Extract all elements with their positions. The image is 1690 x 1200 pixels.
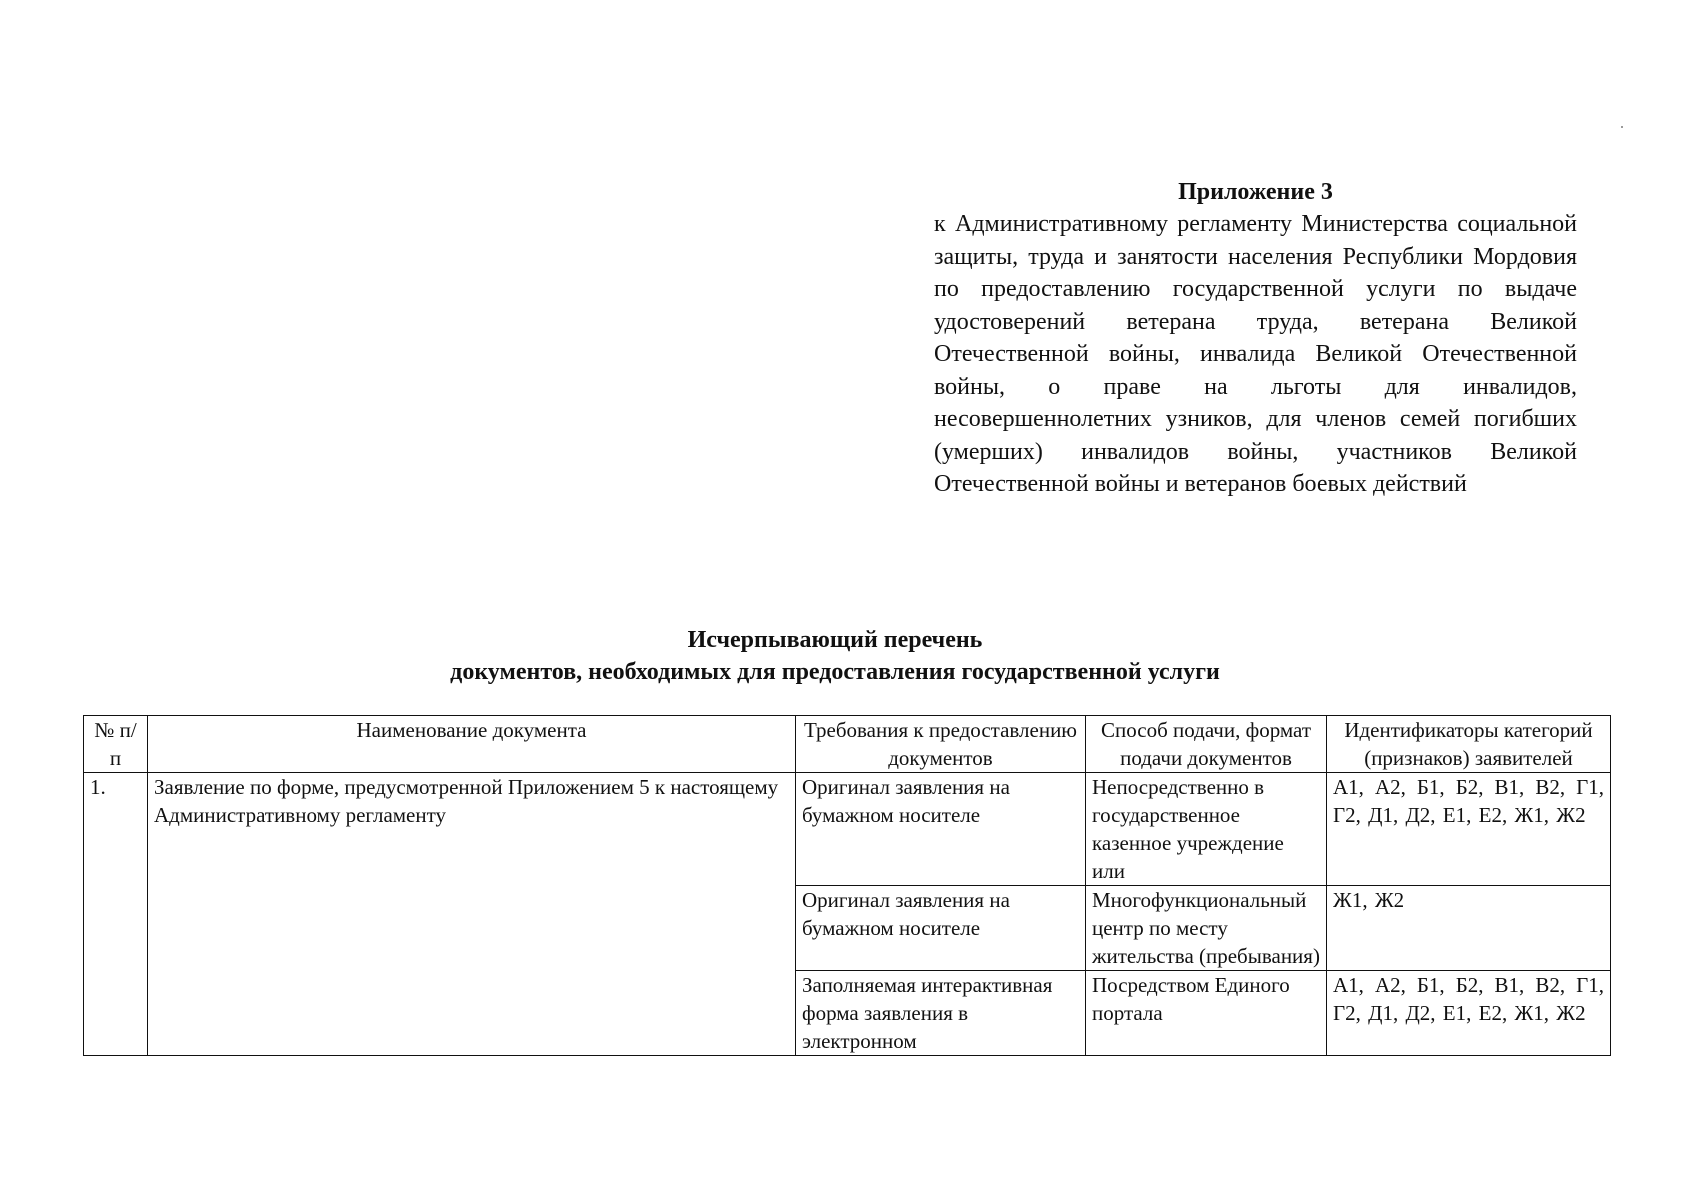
scan-artifact: [1621, 126, 1623, 128]
appendix-title: Приложение 3: [1178, 179, 1333, 205]
identifiers-cell: А1, А2, Б1, Б2, В1, В2, Г1, Г2, Д1, Д2, Е1, Е2, Ж1, Ж2: [1327, 971, 1611, 1056]
row-number: 1.: [84, 773, 148, 1056]
requirements-cell: Оригинал заявления на бумажном носителе: [796, 773, 1086, 886]
document-heading-line2: документов, необходимых для предоставления государственной услуги: [450, 659, 1220, 685]
document-heading-line1: Исчерпывающий перечень: [687, 627, 983, 653]
identifiers-cell: Ж1, Ж2: [1327, 886, 1611, 971]
method-cell: Непосредственно в государственное казенное учреждение или: [1086, 773, 1327, 886]
identifiers-cell: А1, А2, Б1, Б2, В1, В2, Г1, Г2, Д1, Д2, Е1, Е2, Ж1, Ж2: [1327, 773, 1611, 886]
header-requirements: Требования к предоставлению документов: [796, 716, 1086, 773]
document-name: Заявление по форме, предусмотренной Приложением 5 к настоящему Административному регламенту: [148, 773, 796, 1056]
requirements-cell: Заполняемая интерактивная форма заявления в электронном: [796, 971, 1086, 1056]
header-method: Способ подачи, формат подачи документов: [1086, 716, 1327, 773]
table-header-row: [84, 716, 1611, 773]
documents-table: [83, 715, 1611, 1056]
header-name: Наименование документа: [148, 716, 796, 773]
requirements-cell: Оригинал заявления на бумажном носителе: [796, 886, 1086, 971]
header-identifiers: Идентификаторы категорий (признаков) заявителей: [1327, 716, 1611, 773]
method-cell: Многофункциональный центр по месту жительства (пребывания): [1086, 886, 1327, 971]
table-row: [84, 773, 1611, 886]
appendix-block: [934, 176, 1577, 501]
header-number: № п/п: [84, 716, 148, 773]
method-cell: Посредством Единого портала: [1086, 971, 1327, 1056]
appendix-text: к Административному регламенту Министерства социальной защиты, труда и занятости населения Республики Мордовия по предоставлению государственной услуги по выдаче удостоверений ветерана труда, ветерана Великой Отечественной войны, инвалида Великой Отечественной войны, о праве на льготы для инвалидов, несовершеннолетних узников, для членов семей погибших (умерших) инвалидов войны, участников Великой Отечественной войны и ветеранов боевых действий: [934, 211, 1577, 497]
